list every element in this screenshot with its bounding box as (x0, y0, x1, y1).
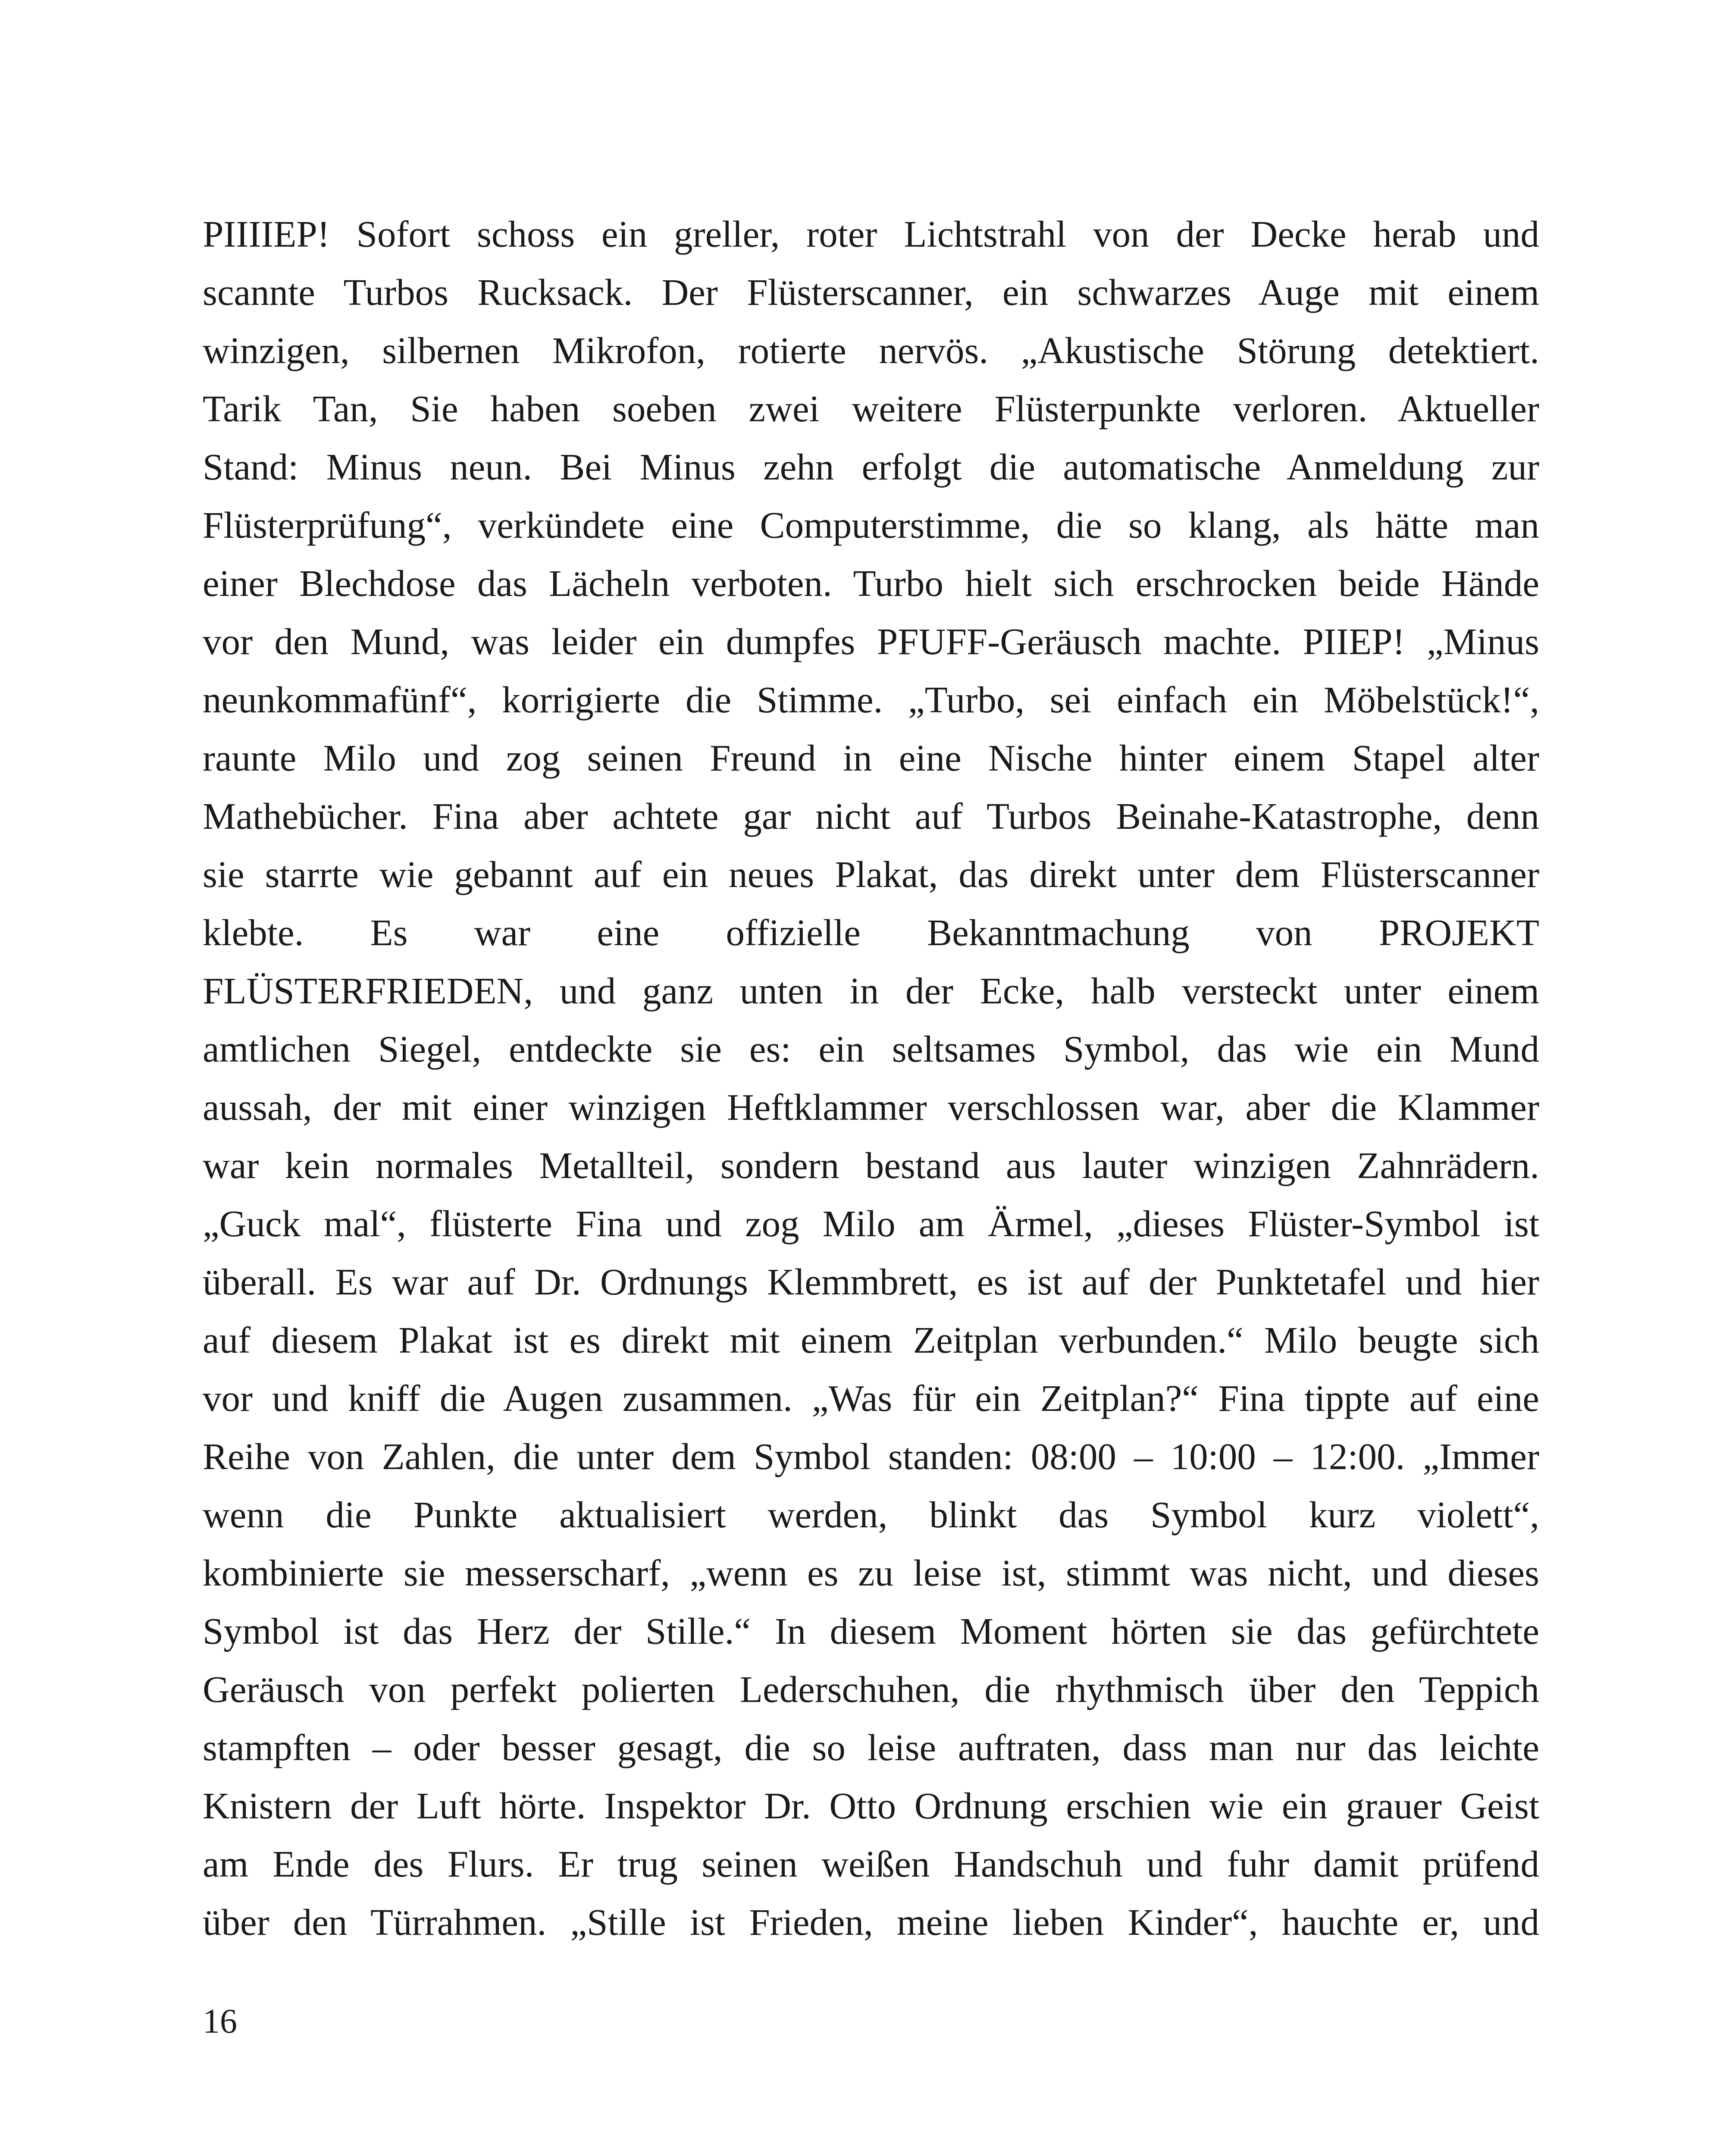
text-line: am Ende des Flurs. Er trug seinen weißen Handschuh und fuhr damit prüfend (203, 1843, 1539, 1885)
text-line: auf diesem Plakat ist es direkt mit einem Zeitplan verbunden.“ Milo beugte sich (203, 1319, 1539, 1361)
text-line: winzigen, silbernen Mikrofon, rotierte nervös. „Akustische Störung detektiert. (203, 329, 1539, 371)
text-line: raunte Milo und zog seinen Freund in eine Nische hinter einem Stapel alter (203, 737, 1539, 779)
text-line: aussah, der mit einer winzigen Heftklammer verschlossen war, aber die Klammer (203, 1086, 1539, 1128)
text-line: kombinierte sie messerscharf, „wenn es zu leise ist, stimmt was nicht, und dieses (203, 1552, 1539, 1594)
text-line: vor den Mund, was leider ein dumpfes PFUFF-Geräusch machte. PIIEP! „Minus (203, 620, 1539, 662)
text-line: vor und kniff die Augen zusammen. „Was für ein Zeitplan?“ Fina tippte auf eine (203, 1377, 1539, 1419)
text-line: überall. Es war auf Dr. Ordnungs Klemmbrett, es ist auf der Punktetafel und hier (203, 1261, 1539, 1303)
text-line: Flüsterprüfung“, verkündete eine Computerstimme, die so klang, als hätte man (203, 504, 1539, 546)
text-line: über den Türrahmen. „Stille ist Frieden, meine lieben Kinder“, hauchte er, und (203, 1901, 1539, 1943)
body-text (203, 205, 1539, 1951)
text-line: war kein normales Metallteil, sondern bestand aus lauter winzigen Zahnrädern. (203, 1144, 1539, 1186)
text-line: FLÜSTERFRIEDEN, und ganz unten in der Ecke, halb versteckt unter einem (203, 970, 1539, 1012)
text-line: wenn die Punkte aktualisiert werden, blinkt das Symbol kurz violett“, (203, 1494, 1539, 1536)
page-number: 16 (203, 2002, 237, 2040)
text-line: Symbol ist das Herz der Stille.“ In diesem Moment hörten sie das gefürchtete (203, 1610, 1539, 1652)
text-line: amtlichen Siegel, entdeckte sie es: ein seltsames Symbol, das wie ein Mund (203, 1028, 1539, 1070)
text-line: „Guck mal“, flüsterte Fina und zog Milo am Ärmel, „dieses Flüster-Symbol ist (203, 1203, 1539, 1244)
text-line: Knistern der Luft hörte. Inspektor Dr. Otto Ordnung erschien wie ein grauer Geist (203, 1785, 1539, 1827)
text-line: klebte. Es war eine offizielle Bekanntmachung von PROJEKT (203, 912, 1539, 953)
text-line: Reihe von Zahlen, die unter dem Symbol standen: 08:00 – 10:00 – 12:00. „Immer (203, 1435, 1539, 1477)
text-line: scannte Turbos Rucksack. Der Flüsterscanner, ein schwarzes Auge mit einem (203, 271, 1539, 313)
text-line: sie starrte wie gebannt auf ein neues Plakat, das direkt unter dem Flüsterscanner (203, 853, 1539, 895)
text-line: PIIIIEP! Sofort schoss ein greller, roter Lichtstrahl von der Decke herab und (203, 213, 1539, 255)
text-line: Tarik Tan, Sie haben soeben zwei weitere Flüsterpunkte verloren. Aktueller (203, 388, 1539, 429)
text-line: Stand: Minus neun. Bei Minus zehn erfolgt die automatische Anmeldung zur (203, 446, 1539, 488)
text-line: einer Blechdose das Lächeln verboten. Turbo hielt sich erschrocken beide Hände (203, 562, 1539, 604)
text-line: Mathebücher. Fina aber achtete gar nicht auf Turbos Beinahe-Katastrophe, denn (203, 795, 1539, 837)
text-line: neunkommafünf“, korrigierte die Stimme. „Turbo, sei einfach ein Möbelstück!“, (203, 679, 1539, 721)
text-line: stampften – oder besser gesagt, die so leise auftraten, dass man nur das leichte (203, 1727, 1539, 1768)
text-line: Geräusch von perfekt polierten Lederschuhen, die rhythmisch über den Teppich (203, 1668, 1539, 1710)
